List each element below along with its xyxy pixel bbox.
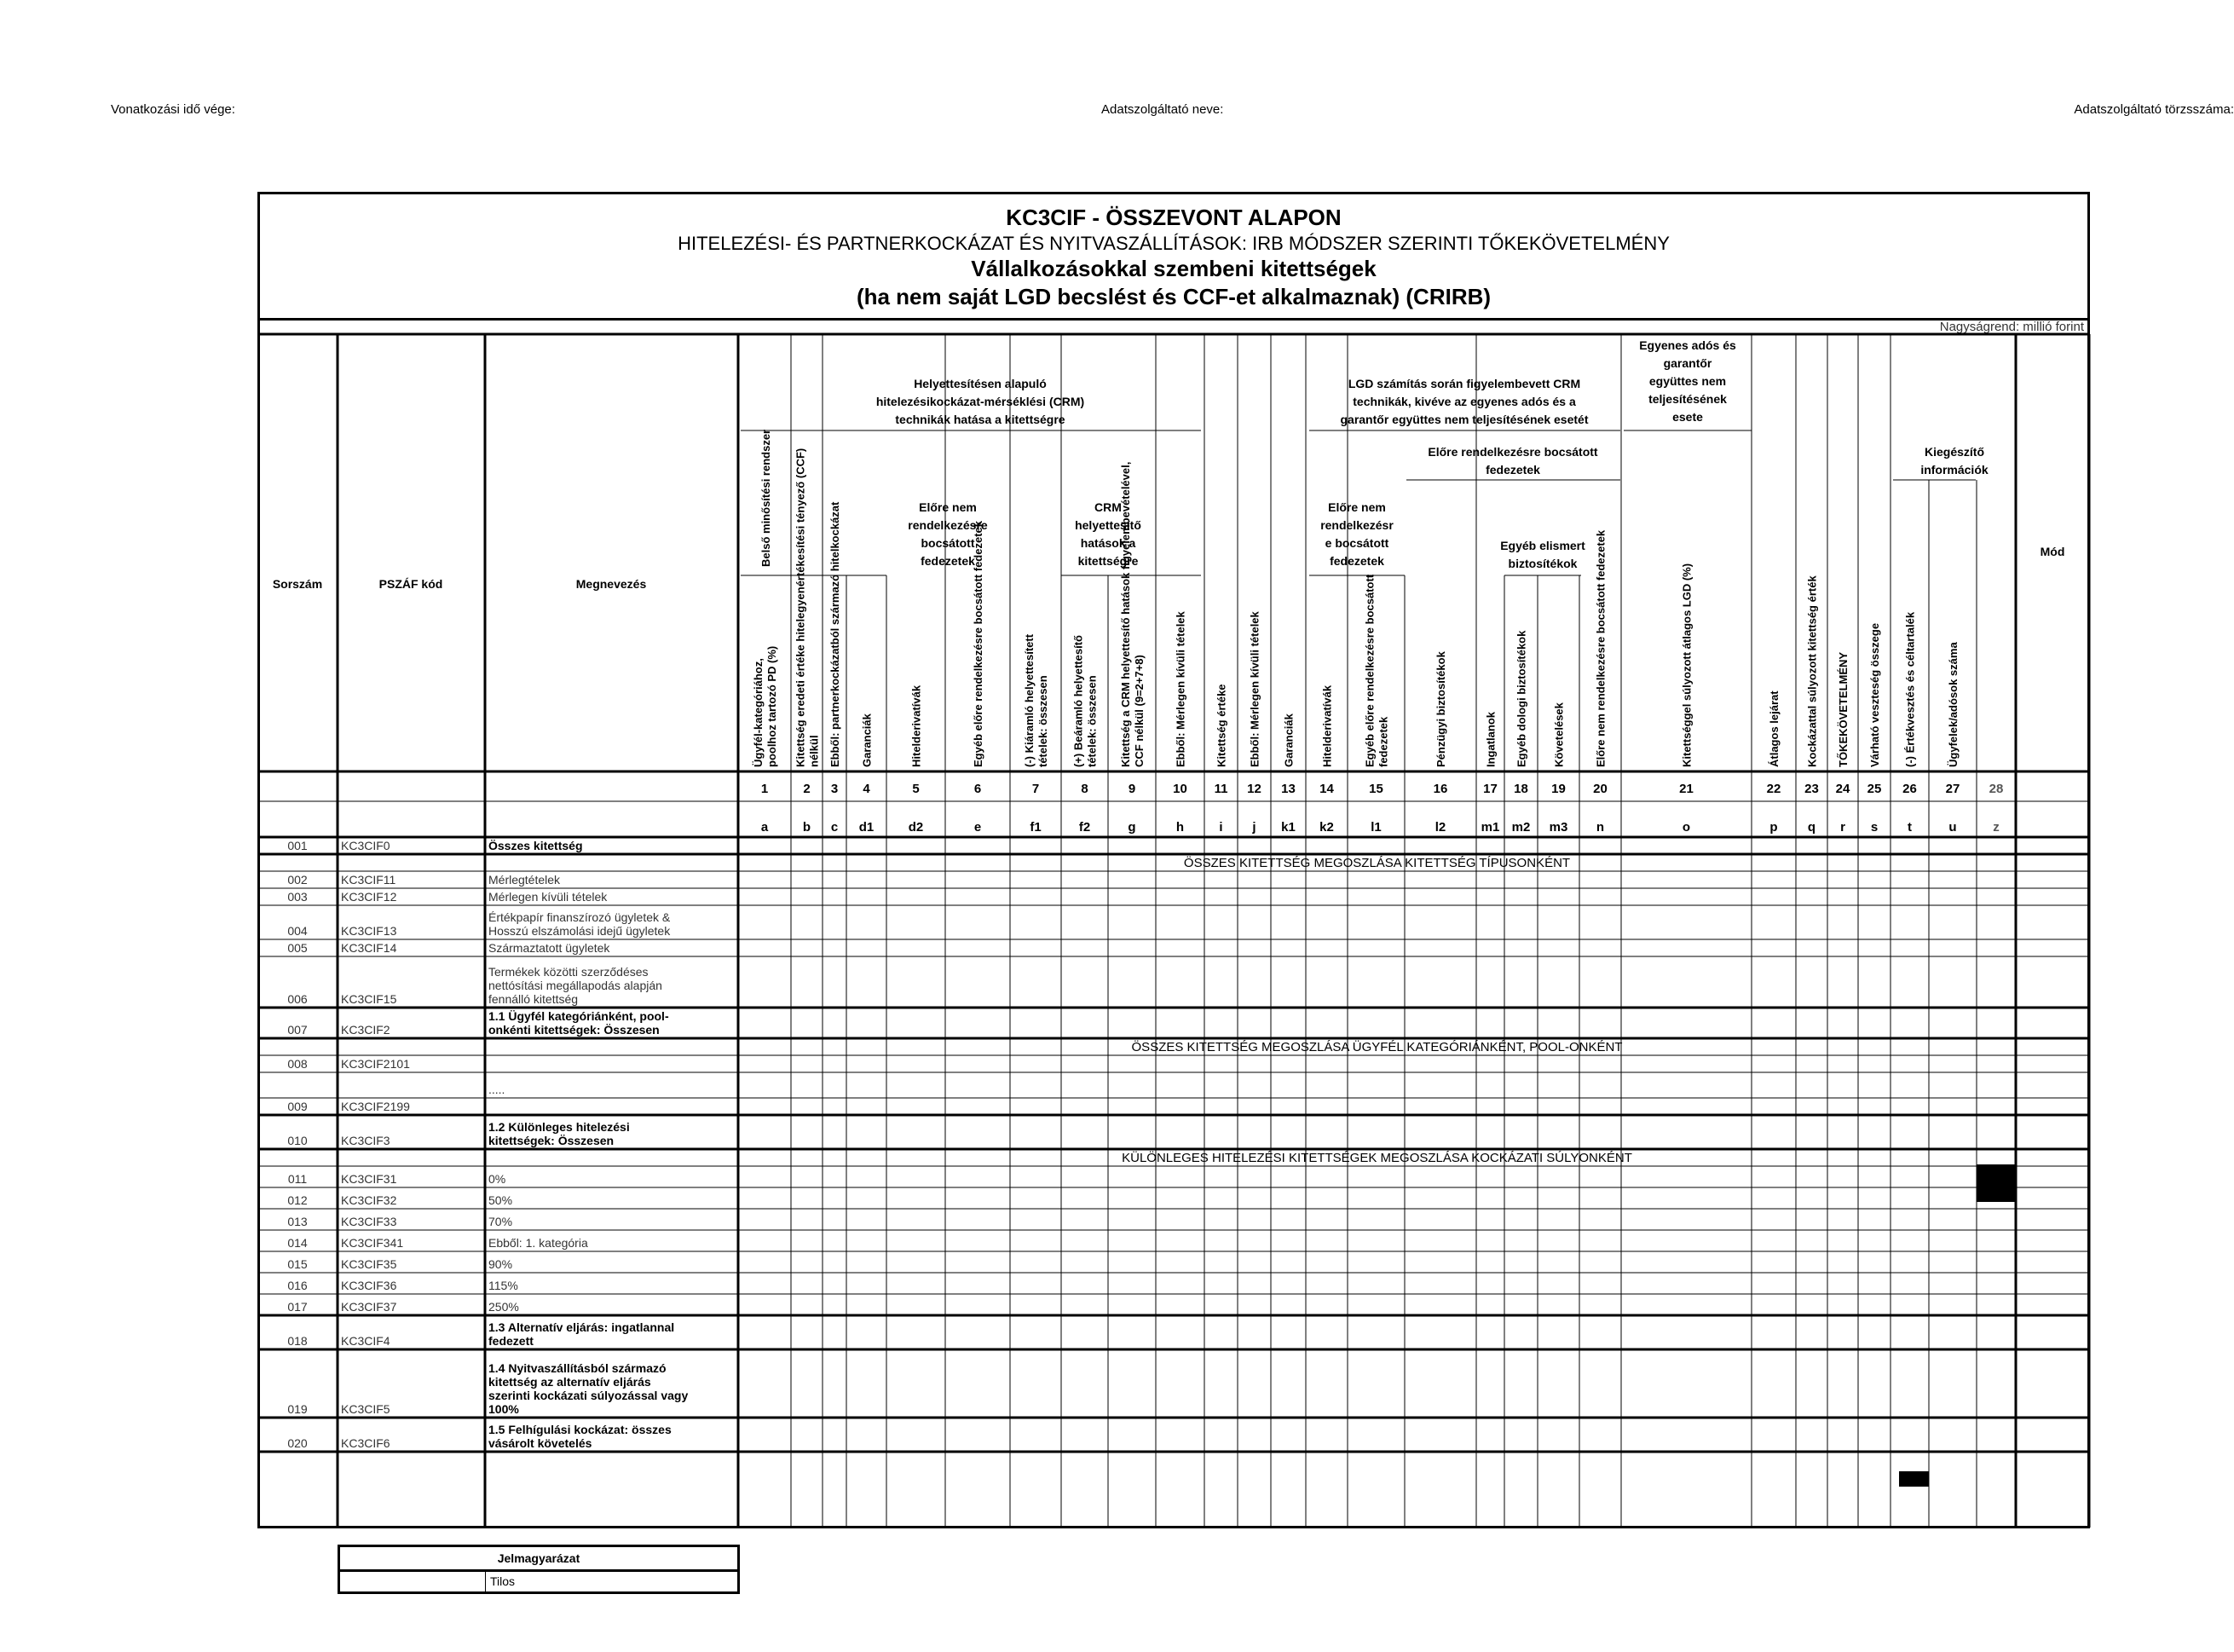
column-header-5: Hitelderivatívák: [909, 684, 923, 767]
lgd-unfunded-header: fedezetek: [1330, 554, 1384, 568]
column-code: j: [1252, 820, 1256, 835]
column-header-24: TŐKEKÖVETELMÉNY: [1837, 651, 1850, 767]
column-number: 14: [1319, 782, 1334, 796]
column-code: l1: [1371, 820, 1382, 835]
row-code: KC3CIF35: [341, 1257, 397, 1271]
column-header-9: CCF nélkül (9=2+7+8): [1133, 655, 1146, 767]
row-label: 1.2 Különleges hitelezési: [488, 1120, 630, 1134]
belso-header: Belső minősítési rendszer: [759, 429, 772, 567]
row-label: Ebből: 1. kategória: [488, 1236, 588, 1250]
row-code: KC3CIF15: [341, 992, 397, 1006]
column-header-16: Pénzügyi biztosítékok: [1434, 651, 1447, 767]
unfunded-header: Előre nem: [919, 500, 977, 514]
column-number: 13: [1281, 782, 1296, 796]
column-code: c: [830, 820, 839, 835]
column-header-13: Garanciák: [1282, 713, 1296, 767]
row-label: Mérlegen kívüli tételek: [488, 890, 608, 904]
row-label: 250%: [488, 1300, 519, 1314]
column-header-1: poolhoz tartozó PD (%): [765, 645, 778, 767]
row-code: KC3CIF33: [341, 1215, 397, 1228]
lgd-group-header: LGD számítás során figyelembevett CRM: [1348, 377, 1581, 390]
legend-title: Jelmagyarázat: [340, 1547, 737, 1572]
column-number: 2: [803, 782, 811, 796]
column-code: a: [760, 820, 769, 835]
row-label: 1.5 Felhígulási kockázat: összes: [488, 1423, 672, 1436]
row-number: 014: [287, 1236, 308, 1250]
egyenes-header: teljesítésének: [1648, 392, 1727, 406]
lgd-prefunded-header: fedezetek: [1486, 463, 1540, 477]
row-label: Hosszú elszámolási idejű ügyletek: [488, 924, 671, 938]
column-code: t: [1908, 820, 1912, 835]
row-label: 0%: [488, 1172, 506, 1186]
row-number: 012: [287, 1193, 308, 1207]
provider-name-label: Adatszolgáltató neve:: [1101, 102, 1224, 117]
row-label: onkénti kitettségek: Összesen: [488, 1023, 660, 1037]
row-number: 018: [287, 1334, 308, 1348]
column-number: 15: [1369, 782, 1383, 796]
row-label: 115%: [488, 1279, 518, 1292]
row-label: fennálló kitettség: [488, 992, 579, 1006]
form-subtitle: HITELEZÉSI- ÉS PARTNERKOCKÁZAT ÉS NYITVASZÁLLÍTÁSOK: IRB MÓDSZER SZERINTI TŐKEKÖVETELMÉNY: [678, 233, 1670, 254]
row-label: Származtatott ügyletek: [488, 941, 610, 955]
column-number: 19: [1551, 782, 1566, 796]
unfunded-header: rendelkezésre: [908, 518, 988, 532]
unit-note: Nagyságrend: millió forint: [1939, 320, 2084, 334]
column-code: n: [1596, 820, 1605, 835]
row-number: 020: [287, 1436, 308, 1450]
row-number: 008: [287, 1057, 308, 1071]
lgd-unfunded-header: e bocsátott: [1325, 536, 1389, 550]
section-heading: KÜLÖNLEGES HITELEZÉSI KITETTSÉGEK MEGOSZLÁSA KOCKÁZATI SÚLYONKÉNT: [1122, 1151, 1632, 1165]
row-code: KC3CIF5: [341, 1402, 390, 1416]
unfunded-header: fedezetek: [921, 554, 975, 568]
column-code: i: [1219, 820, 1223, 835]
column-number: 1: [760, 782, 769, 796]
egyenes-header: esete: [1672, 410, 1703, 424]
column-code: r: [1840, 820, 1845, 835]
row-label: szerinti kockázati súlyozással vagy: [488, 1389, 689, 1402]
row-label: 70%: [488, 1215, 513, 1228]
section-heading: ÖSSZES KITETTSÉG MEGOSZLÁSA ÜGYFÉL KATEGÓRIÁNKÉNT, POOL-ONKÉNT: [1131, 1040, 1623, 1054]
column-header-21: Kitettséggel súlyozott átlagos LGD (%): [1680, 563, 1694, 767]
row-code: KC3CIF3: [341, 1134, 390, 1147]
column-code: d1: [858, 820, 875, 835]
row-number: 019: [287, 1402, 308, 1416]
column-header-14: Hitelderivatívák: [1320, 684, 1334, 767]
column-number: 3: [830, 782, 839, 796]
column-number: 23: [1804, 782, 1819, 796]
column-number: 11: [1214, 782, 1228, 796]
other-collateral-header: biztosítékok: [1508, 557, 1578, 570]
row-label: 1.3 Alternatív eljárás: ingatlannal: [488, 1320, 675, 1334]
column-number: 6: [973, 782, 982, 796]
column-header-12: Ebből: Mérlegen kívüli tételek: [1248, 611, 1261, 767]
supplementary-header: információk: [1920, 463, 1989, 477]
legend: [338, 1545, 740, 1594]
row-code: KC3CIF2101: [341, 1057, 410, 1071]
column-number: 10: [1173, 782, 1187, 796]
crm-subst-header: hatások a: [1080, 536, 1136, 550]
column-header-3: Ebből: partnerkockázatból származó hitelkockázat: [828, 501, 841, 767]
row-number: 017: [287, 1300, 308, 1314]
column-number: 28: [1989, 782, 2004, 796]
column-number: 5: [912, 782, 920, 796]
forbidden-cell: [1977, 1164, 2016, 1202]
row-code: KC3CIF12: [341, 890, 397, 904]
egyenes-header: garantőr: [1663, 356, 1712, 370]
column-header-6: Egyéb előre rendelkezésre bocsátott fedezetek: [972, 520, 984, 767]
column-header-27: Ügyfelek/adósok száma: [1947, 642, 1960, 767]
column-code: l2: [1434, 820, 1446, 835]
row-label: 90%: [488, 1257, 513, 1271]
crm-group-header: technikák hatása a kitettségre: [895, 413, 1065, 426]
row-number: 006: [287, 992, 308, 1006]
legend-swatch: [340, 1572, 486, 1591]
row-code: KC3CIF2: [341, 1023, 390, 1037]
column-code: z: [1993, 820, 2000, 835]
row-label: kitettségek: Összesen: [488, 1134, 615, 1147]
column-number: 9: [1128, 782, 1136, 796]
row-code: KC3CIF14: [341, 941, 397, 955]
column-header-1: Ügyfél-kategóriához,: [752, 658, 765, 767]
column-number: 27: [1945, 782, 1960, 796]
column-number: 4: [863, 782, 870, 796]
row-code: KC3CIF11: [341, 873, 396, 887]
column-code: f2: [1078, 820, 1091, 835]
lgd-group-header: garantőr együttes nem teljesítésének esetét: [1340, 413, 1589, 426]
column-code: q: [1807, 820, 1816, 835]
column-code: e: [973, 820, 982, 835]
column-header-19: Követelések: [1552, 702, 1566, 767]
crm-subst-header: helyettesítő: [1075, 518, 1141, 532]
column-header-8: tételek: összesen: [1085, 675, 1099, 767]
column-code: g: [1128, 820, 1136, 835]
row-number: 001: [287, 839, 308, 852]
mod-header: Mód: [2040, 545, 2065, 558]
column-header-8: (+) Beáramló helyettesítő: [1071, 635, 1085, 767]
form-heading-note: (ha nem saját LGD becslést és CCF-et alkalmaznak) (CRIRB): [856, 284, 1492, 309]
column-number: 8: [1081, 782, 1088, 796]
row-label: Értékpapír finanszírozó ügyletek &: [488, 910, 671, 924]
lgd-unfunded-header: Előre nem: [1328, 500, 1386, 514]
lgd-unfunded-header: rendelkezésr: [1320, 518, 1394, 532]
column-header-10: Ebből: Mérlegen kívüli tételek: [1174, 611, 1187, 767]
column-header-11: Kitettség értéke: [1215, 684, 1228, 767]
form-title: KC3CIF - ÖSSZEVONT ALAPON: [1006, 205, 1342, 230]
column-header-7: (-) Kiáramló helyettesített: [1023, 633, 1036, 767]
column-header-7: tételek: összesen: [1036, 675, 1049, 767]
row-label: fedezett: [488, 1334, 534, 1348]
column-code: b: [802, 820, 811, 835]
column-header-17: Ingatlanok: [1484, 711, 1498, 767]
column-number: 7: [1031, 782, 1040, 796]
crm-group-header: hitelezésikockázat-mérséklési (CRM): [875, 395, 1085, 408]
row-number: 015: [287, 1257, 308, 1271]
column-number: 24: [1835, 782, 1850, 796]
row-code: KC3CIF4: [341, 1334, 390, 1348]
other-collateral-header: Egyéb elismert: [1500, 539, 1585, 552]
legend-item: Tilos: [490, 1574, 516, 1588]
column-header-22: Átlagos lejárat: [1768, 690, 1781, 767]
column-number: 20: [1593, 782, 1608, 796]
row-code: KC3CIF32: [341, 1193, 397, 1207]
row-number: 004: [287, 924, 308, 938]
row-label: kitettség az alternatív eljárás: [488, 1375, 651, 1389]
column-number: 22: [1766, 782, 1781, 796]
column-header-26: (-) Értékvesztés és céltartalék: [1903, 611, 1917, 767]
pszaf-header: PSZÁF kód: [378, 577, 443, 591]
column-number: 26: [1902, 782, 1917, 796]
column-code: m2: [1511, 820, 1531, 835]
row-number: 005: [287, 941, 308, 955]
column-number: 17: [1483, 782, 1498, 796]
row-label: nettósítási megállapodás alapján: [488, 979, 662, 992]
row-number: 003: [287, 890, 308, 904]
row-label: 1.1 Ügyfél kategóriánként, pool-: [488, 1009, 669, 1023]
row-label: 100%: [488, 1402, 519, 1416]
row-label: .....: [488, 1083, 505, 1096]
column-code: k2: [1319, 820, 1334, 835]
column-header-4: Garanciák: [860, 713, 874, 767]
unfunded-header: bocsátott: [921, 536, 975, 550]
legend-row: [340, 1572, 737, 1591]
row-code: KC3CIF341: [341, 1236, 404, 1250]
column-header-9: Kitettség a CRM helyettesítő hatások figyelembevételével,: [1119, 461, 1132, 767]
sorszam-header: Sorszám: [272, 577, 323, 591]
row-code: KC3CIF13: [341, 924, 397, 938]
row-code: KC3CIF31: [341, 1172, 397, 1186]
column-code: m3: [1549, 820, 1568, 835]
egyenes-header: Egyenes adós és: [1639, 338, 1736, 352]
column-number: 16: [1433, 782, 1448, 796]
row-label: 50%: [488, 1193, 513, 1207]
column-code: u: [1948, 820, 1957, 835]
reference-period-label: Vonatkozási idő vége:: [111, 102, 235, 117]
row-label: Mérlegtételek: [488, 873, 561, 887]
column-header-2: nélkül: [807, 735, 821, 767]
row-code: KC3CIF37: [341, 1300, 397, 1314]
column-header-23: Kockázattal súlyozott kitettség érték: [1805, 575, 1819, 767]
column-header-20: Előre nem rendelkezésre bocsátott fedezetek: [1594, 529, 1608, 767]
column-code: s: [1870, 820, 1879, 835]
row-number: 013: [287, 1215, 308, 1228]
row-code: KC3CIF36: [341, 1279, 397, 1292]
forbidden-cell: [1899, 1471, 1929, 1487]
supplementary-header: Kiegészítő: [1924, 445, 1985, 459]
column-code: k1: [1281, 820, 1296, 835]
row-label: vásárolt követelés: [488, 1436, 592, 1450]
row-number: 002: [287, 873, 308, 887]
column-number: 21: [1679, 782, 1694, 796]
column-number: 25: [1867, 782, 1882, 796]
row-number: 007: [287, 1023, 308, 1037]
column-header-15: fedezetek: [1377, 716, 1390, 767]
crm-subst-header: kitettségre: [1077, 554, 1139, 568]
column-code: d2: [908, 820, 924, 835]
row-number: 010: [287, 1134, 308, 1147]
column-number: 18: [1514, 782, 1528, 796]
crm-subst-header: CRM: [1094, 500, 1122, 514]
row-code: KC3CIF2199: [341, 1100, 410, 1113]
column-header-18: Egyéb dologi biztosítékok: [1515, 630, 1528, 767]
row-number: 016: [287, 1279, 308, 1292]
provider-id-label: Adatszolgáltató törzsszáma:: [2074, 102, 2234, 117]
column-header-25: Várható veszteség összege: [1868, 622, 1881, 767]
row-label: 1.4 Nyitvaszállításból származó: [488, 1361, 667, 1375]
column-header-15: Egyéb előre rendelkezésre bocsátott: [1363, 574, 1377, 767]
crm-group-header: Helyettesítésen alapuló: [914, 377, 1047, 390]
column-header-2: Kitettség eredeti értéke hitelegyenértékesítési tényező (CCF): [794, 448, 807, 767]
column-number: 12: [1247, 782, 1261, 796]
lgd-prefunded-header: Előre rendelkezésre bocsátott: [1428, 445, 1598, 459]
row-label: Termékek közötti szerződéses: [488, 965, 649, 979]
row-code: KC3CIF0: [341, 839, 390, 852]
row-label: Összes kitettség: [488, 839, 583, 852]
column-code: h: [1175, 820, 1185, 835]
column-code: m1: [1481, 820, 1500, 835]
column-code: f1: [1030, 820, 1042, 835]
row-code: KC3CIF6: [341, 1436, 390, 1450]
megnevezes-header: Megnevezés: [575, 577, 647, 591]
row-number: 009: [287, 1100, 308, 1113]
row-number: 011: [287, 1172, 308, 1186]
egyenes-header: együttes nem: [1648, 374, 1727, 388]
form-heading: Vállalkozásokkal szembeni kitettségek: [971, 256, 1377, 281]
column-code: p: [1769, 820, 1778, 835]
section-heading: ÖSSZES KITETTSÉG MEGOSZLÁSA KITETTSÉG TÍPUSONKÉNT: [1183, 856, 1571, 870]
column-code: o: [1682, 820, 1691, 835]
lgd-group-header: technikák, kivéve az egyenes adós és a: [1353, 395, 1576, 408]
